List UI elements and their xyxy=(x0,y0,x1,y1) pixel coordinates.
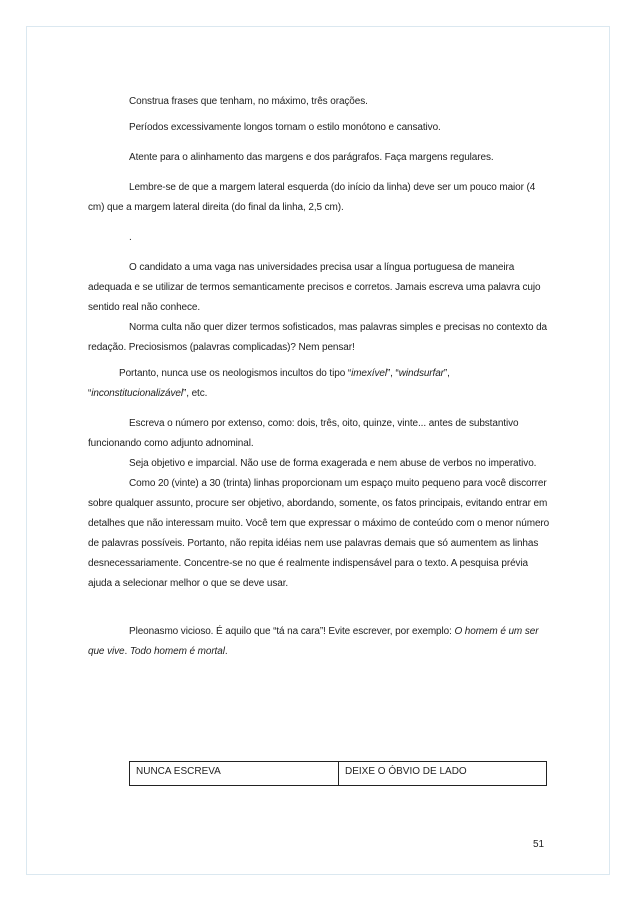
neologism-word-2: windsurfar xyxy=(398,368,444,379)
paragraph-margin-sizes: Lembre-se de que a margem lateral esquerda (do início da linha) deve ser um pouco maior (4 cm) que a margem lateral direita (do final da linha, 2,5 cm). xyxy=(88,182,536,213)
table-header-never-write: NUNCA ESCREVA xyxy=(130,762,339,785)
neologism-word-3: inconstitucionalizável xyxy=(91,388,183,399)
paragraph-dot: . xyxy=(129,232,132,243)
neologisms-end: ”, etc. xyxy=(182,388,208,399)
page-number: 51 xyxy=(533,839,545,850)
document-body xyxy=(88,92,550,662)
neologism-word-1: imexível xyxy=(351,368,387,379)
neologism-sep-1: ”, “ xyxy=(386,368,399,379)
paragraph-candidate: O candidato a uma vaga nas universidades precisa usar a língua portuguesa de maneira adequada e se utilizar de termos semanticamente precisos e corretos. Jamais escreva uma palavra cujo sentido real não conhece. xyxy=(88,262,541,313)
table-header-obvious: DEIXE O ÓBVIO DE LADO xyxy=(345,766,467,777)
paragraph-line-count: Como 20 (vinte) a 30 (trinta) linhas proporcionam um espaço muito pequeno para você discorrer sobre qualquer assunto, procure ser objetivo, abordando, somente, os fatos principais, evitando entrar em detalhes que não interessam muito. Você tem que expressar o máximo de conteúdo com o menor número de palavras possíveis. Portanto, não repita idéias nem use palavras demais que só aumentem as linhas desnecessariamente. Concentre-se no que é realmente indispensável para o texto. A pesquisa prévia ajuda a selecionar melhor o que se deve usar. xyxy=(88,478,550,589)
pleonasm-table xyxy=(129,761,547,786)
paragraph-norma-culta: Norma culta não quer dizer termos sofisticados, mas palavras simples e precisas no contexto da redação. Preciosismos (palavras complicadas)? Nem pensar! xyxy=(88,322,548,353)
neologisms-intro: Portanto, nunca use os neologismos incultos do tipo “ xyxy=(119,368,352,379)
paragraph-short-sentences: Construa frases que tenham, no máximo, três orações. xyxy=(129,96,368,107)
neologism-sep-2: ”, “ xyxy=(88,368,450,399)
paragraph-long-periods: Períodos excessivamente longos tornam o estilo monótono e cansativo. xyxy=(129,122,441,133)
pleonasm-intro: Pleonasmo vicioso. É aquilo que “tá na cara”! Evite escrever, por exemplo: xyxy=(129,626,455,637)
paragraph-pleonasm xyxy=(88,622,550,662)
pleonasm-example-2: Todo homem é mortal xyxy=(129,646,225,657)
pleonasm-example-1: O homem é um ser que vive xyxy=(88,626,539,657)
paragraph-objective: Seja objetivo e imparcial. Não use de forma exagerada e nem abuse de verbos no imperativo. xyxy=(129,458,537,469)
pleonasm-end: . xyxy=(224,646,228,657)
pleonasm-sep: . xyxy=(124,646,130,657)
paragraph-neologisms xyxy=(88,364,550,404)
paragraph-numbers: Escreva o número por extenso, como: dois, três, oito, quinze, vinte... antes de substantivo funcionando como adjunto adnominal. xyxy=(88,418,519,449)
paragraph-margins: Atente para o alinhamento das margens e dos parágrafos. Faça margens regulares. xyxy=(129,152,494,163)
